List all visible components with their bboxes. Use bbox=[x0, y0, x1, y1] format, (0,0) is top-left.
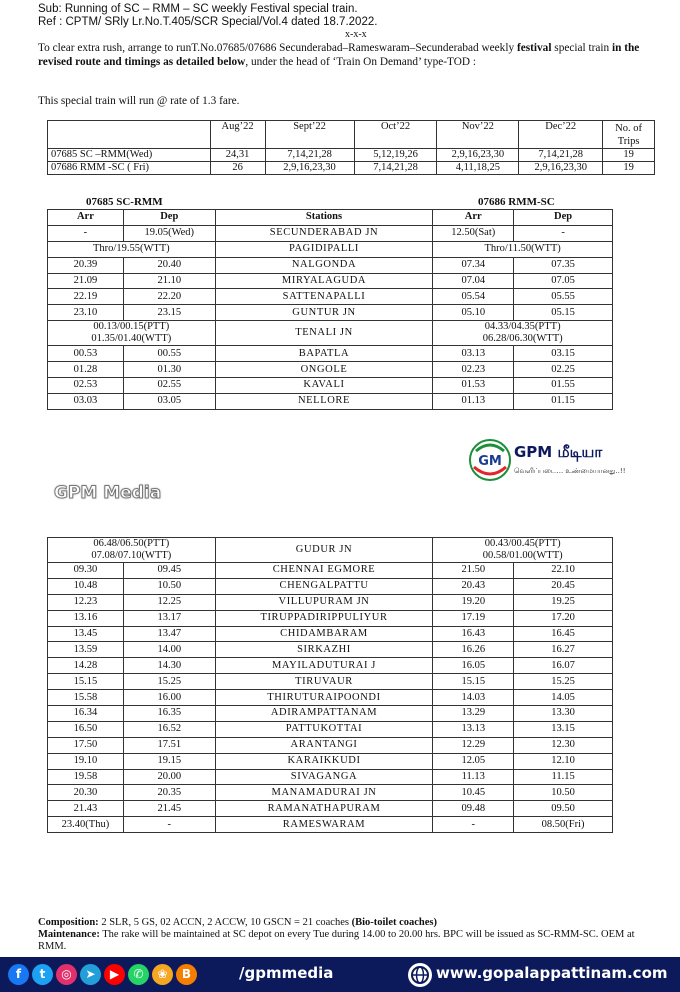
timetable-row bbox=[48, 257, 613, 273]
rmm-sc-dep: 03.15 bbox=[514, 346, 613, 362]
station-name: TENALI JN bbox=[215, 321, 433, 346]
rmm-sc-arr: 17.19 bbox=[433, 610, 514, 626]
timetable-row bbox=[48, 378, 613, 394]
station-name: MIRYALAGUDA bbox=[215, 273, 433, 289]
sc-rmm-arr: 13.59 bbox=[48, 642, 124, 658]
rmm-sc-time: 00.43/00.45(PTT) 00.58/01.00(WTT) bbox=[433, 538, 613, 563]
timetable-row bbox=[48, 393, 613, 409]
rmm-sc-dep: 07.05 bbox=[514, 273, 613, 289]
rmm-sc-arr: 07.04 bbox=[433, 273, 514, 289]
timetable-row bbox=[48, 737, 613, 753]
sc-rmm-arr: 20.30 bbox=[48, 785, 124, 801]
sc-rmm-dep: 22.20 bbox=[123, 289, 215, 305]
station-name: GUDUR JN bbox=[215, 538, 433, 563]
station-name: CHENNAI EGMORE bbox=[215, 563, 433, 579]
rmm-sc-dep: 10.50 bbox=[514, 785, 613, 801]
station-name: ARANTANGI bbox=[215, 737, 433, 753]
sc-rmm-dep: 13.47 bbox=[123, 626, 215, 642]
schedule-row-train: 07686 RMM -SC ( Fri) bbox=[48, 162, 211, 175]
timetable-row bbox=[48, 753, 613, 769]
station-name: RAMESWARAM bbox=[215, 817, 433, 833]
instagram-icon[interactable]: ◎ bbox=[56, 964, 77, 985]
rmm-sc-dep: 20.45 bbox=[514, 578, 613, 594]
station-name: KAVALI bbox=[215, 378, 433, 394]
timetable-row bbox=[48, 642, 613, 658]
sc-rmm-arr: 13.45 bbox=[48, 626, 124, 642]
rmm-sc-arr: 12.29 bbox=[433, 737, 514, 753]
logo-title: GPM மீடியா bbox=[514, 443, 603, 461]
station-name: ADIRAMPATTANAM bbox=[215, 706, 433, 722]
station-name: TIRUPPADIRIPPULIYUR bbox=[215, 610, 433, 626]
station-name: PATTUKOTTAI bbox=[215, 721, 433, 737]
timetable-row bbox=[48, 346, 613, 362]
schedule-header-dec: Dec’22 bbox=[519, 121, 603, 149]
rmm-sc-arr: 21.50 bbox=[433, 563, 514, 579]
timetable-part2 bbox=[47, 537, 613, 833]
rmm-sc-arr: 13.29 bbox=[433, 706, 514, 722]
rmm-sc-time: Thro/11.50(WTT) bbox=[433, 241, 613, 257]
station-name: RAMANATHAPURAM bbox=[215, 801, 433, 817]
station-name: KARAIKKUDI bbox=[215, 753, 433, 769]
timetable-row bbox=[48, 706, 613, 722]
sc-rmm-dep: 19.05(Wed) bbox=[123, 225, 215, 241]
sc-rmm-arr: 21.09 bbox=[48, 273, 124, 289]
schedule-table bbox=[47, 120, 655, 175]
station-name: SIRKAZHI bbox=[215, 642, 433, 658]
rmm-sc-arr: 12.05 bbox=[433, 753, 514, 769]
globe-icon bbox=[408, 963, 432, 987]
sc-rmm-arr: 12.23 bbox=[48, 594, 124, 610]
youtube-icon[interactable]: ▶ bbox=[104, 964, 125, 985]
rmm-sc-time: 04.33/04.35(PTT) 06.28/06.30(WTT) bbox=[433, 321, 613, 346]
watermark-text: GPM Media bbox=[54, 483, 162, 503]
rmm-sc-arr: 05.10 bbox=[433, 305, 514, 321]
separator: x-x-x bbox=[345, 29, 367, 40]
sc-rmm-time: Thro/19.55(WTT) bbox=[48, 241, 216, 257]
col-dep-header: Dep bbox=[123, 210, 215, 226]
station-name: MANAMADURAI JN bbox=[215, 785, 433, 801]
sc-rmm-arr: 23.40(Thu) bbox=[48, 817, 124, 833]
svg-text:GM: GM bbox=[478, 454, 502, 469]
rmm-sc-dep: 16.45 bbox=[514, 626, 613, 642]
rmm-sc-arr: 05.54 bbox=[433, 289, 514, 305]
schedule-row-train: 07685 SC –RMM(Wed) bbox=[48, 149, 211, 162]
sc-rmm-arr: 14.28 bbox=[48, 658, 124, 674]
sc-rmm-dep: 20.00 bbox=[123, 769, 215, 785]
composition-note: Composition: 2 SLR, 5 GS, 02 ACCN, 2 ACCW, 10 GSCN = 21 coaches (Bio-toilet coaches) bbox=[38, 917, 438, 928]
timetable-row bbox=[48, 305, 613, 321]
schedule-cell: 2,9,16,23,30 bbox=[265, 162, 354, 175]
rmm-sc-dep: 12.10 bbox=[514, 753, 613, 769]
rmm-sc-arr: 20.43 bbox=[433, 578, 514, 594]
sc-rmm-arr: 22.19 bbox=[48, 289, 124, 305]
sc-rmm-dep: 20.35 bbox=[123, 785, 215, 801]
col-arr-header: Arr bbox=[433, 210, 514, 226]
schedule-header-trips: No. of Trips bbox=[603, 121, 655, 149]
sc-rmm-dep: 15.25 bbox=[123, 674, 215, 690]
timetable-left-title: 07685 SC-RMM bbox=[86, 196, 163, 208]
rmm-sc-arr: 15.15 bbox=[433, 674, 514, 690]
social-bar bbox=[0, 957, 680, 992]
sc-rmm-dep: 01.30 bbox=[123, 362, 215, 378]
rmm-sc-dep: 05.55 bbox=[514, 289, 613, 305]
sc-rmm-arr: 00.53 bbox=[48, 346, 124, 362]
timetable-part1 bbox=[47, 209, 613, 410]
rmm-sc-arr: 09.48 bbox=[433, 801, 514, 817]
sc-rmm-arr: 17.50 bbox=[48, 737, 124, 753]
timetable-row bbox=[48, 578, 613, 594]
rmm-sc-dep: 11.15 bbox=[514, 769, 613, 785]
sc-rmm-dep: 00.55 bbox=[123, 346, 215, 362]
instruction-paragraph: To clear extra rush, arrange to runT.No.07685/07686 Secunderabad–Rameswaram–Secunderabad weekly festival special train in the revised route and timings as detailed below, under the head of ‘Train On Demand’ type-TOD : bbox=[38, 42, 640, 68]
logo-tagline: வெளிப்படை... உண்மையானது..!! bbox=[514, 467, 626, 475]
sc-rmm-dep: 16.00 bbox=[123, 690, 215, 706]
rmm-sc-arr: 03.13 bbox=[433, 346, 514, 362]
sc-rmm-dep: 09.45 bbox=[123, 563, 215, 579]
sc-rmm-dep: 16.35 bbox=[123, 706, 215, 722]
schedule-cell: 26 bbox=[210, 162, 265, 175]
fare-note: This special train will run @ rate of 1.3 fare. bbox=[38, 95, 240, 107]
rmm-sc-arr: 13.13 bbox=[433, 721, 514, 737]
timetable-row bbox=[48, 594, 613, 610]
timetable-row bbox=[48, 538, 613, 563]
sc-rmm-arr: 03.03 bbox=[48, 393, 124, 409]
rmm-sc-dep: 12.30 bbox=[514, 737, 613, 753]
timetable-right-title: 07686 RMM-SC bbox=[478, 196, 555, 208]
rmm-sc-dep: 15.25 bbox=[514, 674, 613, 690]
rmm-sc-dep: 05.15 bbox=[514, 305, 613, 321]
timetable-row bbox=[48, 321, 613, 346]
col-stations-header: Stations bbox=[215, 210, 433, 226]
schedule-cell: 5,12,19,26 bbox=[354, 149, 437, 162]
facebook-icon[interactable]: f bbox=[8, 964, 29, 985]
sc-rmm-dep: 12.25 bbox=[123, 594, 215, 610]
station-name: NALGONDA bbox=[215, 257, 433, 273]
schedule-cell: 19 bbox=[603, 149, 655, 162]
timetable-row bbox=[48, 785, 613, 801]
rmm-sc-dep: 09.50 bbox=[514, 801, 613, 817]
station-name: NELLORE bbox=[215, 393, 433, 409]
schedule-cell: 2,9,16,23,30 bbox=[519, 162, 603, 175]
rmm-sc-dep: 22.10 bbox=[514, 563, 613, 579]
sc-rmm-dep: 10.50 bbox=[123, 578, 215, 594]
timetable-row bbox=[48, 273, 613, 289]
rmm-sc-dep: 14.05 bbox=[514, 690, 613, 706]
reference-line: Ref : CPTM/ SRly Lr.No.T.405/SCR Special/Vol.4 dated 18.7.2022. bbox=[38, 16, 378, 28]
schedule-header-aug: Aug’22 bbox=[210, 121, 265, 149]
rmm-sc-dep: 08.50(Fri) bbox=[514, 817, 613, 833]
timetable-row bbox=[48, 801, 613, 817]
sc-rmm-dep: 17.51 bbox=[123, 737, 215, 753]
twitter-icon[interactable]: t bbox=[32, 964, 53, 985]
station-name: CHIDAMBARAM bbox=[215, 626, 433, 642]
schedule-cell: 2,9,16,23,30 bbox=[437, 149, 519, 162]
sc-rmm-dep: 19.15 bbox=[123, 753, 215, 769]
gpm-logo bbox=[468, 437, 626, 487]
schedule-header-sept: Sept’22 bbox=[265, 121, 354, 149]
station-name: GUNTUR JN bbox=[215, 305, 433, 321]
sc-rmm-arr: 13.16 bbox=[48, 610, 124, 626]
rmm-sc-dep: - bbox=[514, 225, 613, 241]
station-name: VILLUPURAM JN bbox=[215, 594, 433, 610]
rmm-sc-dep: 16.27 bbox=[514, 642, 613, 658]
station-name: PAGIDIPALLI bbox=[215, 241, 433, 257]
station-name: ONGOLE bbox=[215, 362, 433, 378]
station-name: BAPATLA bbox=[215, 346, 433, 362]
social-handle[interactable]: /gpmmedia bbox=[239, 964, 334, 982]
timetable-row bbox=[48, 674, 613, 690]
station-name: SECUNDERABAD JN bbox=[215, 225, 433, 241]
schedule-cell: 7,14,21,28 bbox=[519, 149, 603, 162]
maintenance-note: Maintenance: The rake will be maintained at SC depot on every Tue during 14.00 to 20.00 hrs. BPC will be issued as SC-RMM-SC. OEM at RMM. bbox=[38, 929, 635, 952]
sc-rmm-dep: 20.40 bbox=[123, 257, 215, 273]
rmm-sc-dep: 13.15 bbox=[514, 721, 613, 737]
rmm-sc-arr: 01.53 bbox=[433, 378, 514, 394]
station-name: CHENGALPATTU bbox=[215, 578, 433, 594]
timetable-row bbox=[48, 769, 613, 785]
timetable-row bbox=[48, 658, 613, 674]
schedule-cell: 7,14,21,28 bbox=[354, 162, 437, 175]
blogger-icon[interactable]: B bbox=[176, 964, 197, 985]
station-name: SIVAGANGA bbox=[215, 769, 433, 785]
rmm-sc-arr: 16.26 bbox=[433, 642, 514, 658]
rmm-sc-dep: 13.30 bbox=[514, 706, 613, 722]
rmm-sc-arr: 19.20 bbox=[433, 594, 514, 610]
sc-rmm-arr: 23.10 bbox=[48, 305, 124, 321]
rmm-sc-arr: 01.13 bbox=[433, 393, 514, 409]
timetable-row bbox=[48, 610, 613, 626]
rmm-sc-arr: 07.34 bbox=[433, 257, 514, 273]
timetable-row bbox=[48, 721, 613, 737]
rmm-sc-arr: 12.50(Sat) bbox=[433, 225, 514, 241]
website-link[interactable]: www.gopalappattinam.com bbox=[436, 964, 668, 982]
schedule-header-blank bbox=[48, 121, 211, 149]
timetable-row bbox=[48, 289, 613, 305]
rmm-sc-arr: - bbox=[433, 817, 514, 833]
station-name: MAYILADUTURAI J bbox=[215, 658, 433, 674]
sc-rmm-dep: 16.52 bbox=[123, 721, 215, 737]
sc-rmm-dep: 03.05 bbox=[123, 393, 215, 409]
sc-rmm-arr: 15.58 bbox=[48, 690, 124, 706]
rmm-sc-arr: 14.03 bbox=[433, 690, 514, 706]
sc-rmm-arr: 16.50 bbox=[48, 721, 124, 737]
col-arr-header: Arr bbox=[48, 210, 124, 226]
rmm-sc-dep: 16.07 bbox=[514, 658, 613, 674]
station-name: THIRUTURAIPOONDI bbox=[215, 690, 433, 706]
sc-rmm-arr: 21.43 bbox=[48, 801, 124, 817]
sc-rmm-dep: 02.55 bbox=[123, 378, 215, 394]
schedule-header-nov: Nov’22 bbox=[437, 121, 519, 149]
sc-rmm-dep: 13.17 bbox=[123, 610, 215, 626]
col-dep-header: Dep bbox=[514, 210, 613, 226]
sc-rmm-arr: 19.58 bbox=[48, 769, 124, 785]
rmm-sc-arr: 02.23 bbox=[433, 362, 514, 378]
social-icons bbox=[8, 964, 200, 985]
timetable-row bbox=[48, 225, 613, 241]
sc-rmm-dep: 21.10 bbox=[123, 273, 215, 289]
gpm-logo-icon bbox=[468, 437, 512, 483]
sc-rmm-dep: 21.45 bbox=[123, 801, 215, 817]
sc-rmm-dep: 23.15 bbox=[123, 305, 215, 321]
sc-rmm-time: 00.13/00.15(PTT) 01.35/01.40(WTT) bbox=[48, 321, 216, 346]
sc-rmm-arr: 09.30 bbox=[48, 563, 124, 579]
timetable-row bbox=[48, 563, 613, 579]
sc-rmm-arr: - bbox=[48, 225, 124, 241]
sc-rmm-arr: 10.48 bbox=[48, 578, 124, 594]
timetable-row bbox=[48, 362, 613, 378]
schedule-cell: 4,11,18,25 bbox=[437, 162, 519, 175]
rmm-sc-dep: 07.35 bbox=[514, 257, 613, 273]
rmm-sc-arr: 11.13 bbox=[433, 769, 514, 785]
rmm-sc-dep: 01.55 bbox=[514, 378, 613, 394]
schedule-header-oct: Oct’22 bbox=[354, 121, 437, 149]
schedule-cell: 19 bbox=[603, 162, 655, 175]
sc-rmm-arr: 19.10 bbox=[48, 753, 124, 769]
sharechat-icon[interactable]: ❀ bbox=[152, 964, 173, 985]
rmm-sc-arr: 16.43 bbox=[433, 626, 514, 642]
whatsapp-icon[interactable]: ✆ bbox=[128, 964, 149, 985]
timetable-row bbox=[48, 817, 613, 833]
station-name: SATTENAPALLI bbox=[215, 289, 433, 305]
station-name: TIRUVAUR bbox=[215, 674, 433, 690]
sc-rmm-arr: 02.53 bbox=[48, 378, 124, 394]
rmm-sc-dep: 02.25 bbox=[514, 362, 613, 378]
sc-rmm-time: 06.48/06.50(PTT) 07.08/07.10(WTT) bbox=[48, 538, 216, 563]
schedule-cell: 24,31 bbox=[210, 149, 265, 162]
telegram-icon[interactable]: ➤ bbox=[80, 964, 101, 985]
rmm-sc-arr: 16.05 bbox=[433, 658, 514, 674]
rmm-sc-dep: 17.20 bbox=[514, 610, 613, 626]
rmm-sc-dep: 19.25 bbox=[514, 594, 613, 610]
rmm-sc-arr: 10.45 bbox=[433, 785, 514, 801]
timetable-row bbox=[48, 690, 613, 706]
sc-rmm-dep: 14.00 bbox=[123, 642, 215, 658]
sc-rmm-dep: - bbox=[123, 817, 215, 833]
schedule-cell: 7,14,21,28 bbox=[265, 149, 354, 162]
timetable-row bbox=[48, 241, 613, 257]
subject-line: Sub: Running of SC – RMM – SC weekly Festival special train. bbox=[38, 3, 358, 15]
sc-rmm-dep: 14.30 bbox=[123, 658, 215, 674]
sc-rmm-arr: 15.15 bbox=[48, 674, 124, 690]
timetable-row bbox=[48, 626, 613, 642]
rmm-sc-dep: 01.15 bbox=[514, 393, 613, 409]
sc-rmm-arr: 20.39 bbox=[48, 257, 124, 273]
sc-rmm-arr: 16.34 bbox=[48, 706, 124, 722]
sc-rmm-arr: 01.28 bbox=[48, 362, 124, 378]
